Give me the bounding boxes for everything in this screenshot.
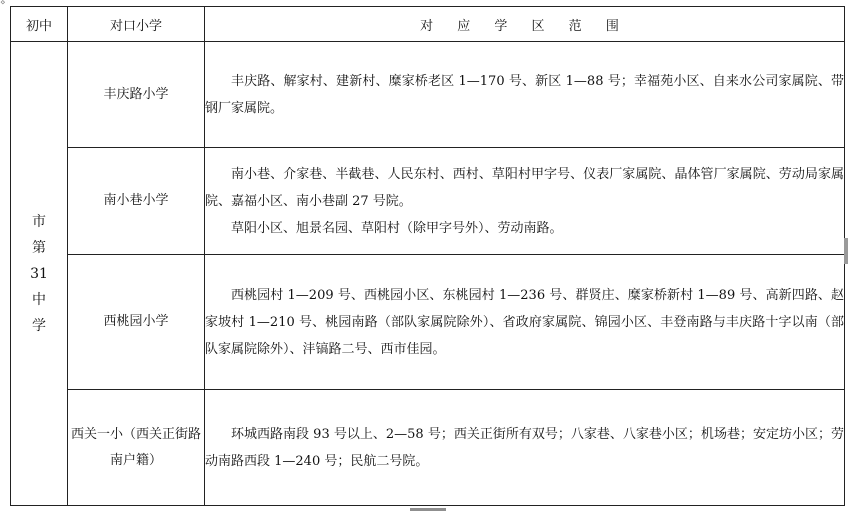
middle-school-char: 学 — [32, 317, 46, 334]
district-range-cell — [205, 42, 845, 148]
header-row — [11, 7, 845, 42]
middle-school-char: 市 — [32, 213, 46, 230]
district-range-cell — [205, 255, 845, 390]
middle-school-cell — [11, 42, 68, 506]
primary-school-name: 西桃园小学 — [68, 255, 205, 390]
table-row — [11, 148, 845, 255]
district-range-text: 丰庆路、解家村、建新村、糜家桥老区 1—170 号、新区 1—88 号；幸福苑小区、自来水公司家属院、带钢厂家属院。 — [205, 73, 844, 116]
district-range-text: 环城西路南段 93 号以上、2—58 号；西关正街所有双号；八家巷、八家巷小区；机场巷；安定坊小区；劳动南路西段 1—240 号；民航二号院。 — [205, 426, 844, 469]
corner-resize-icon: ⋄ — [0, 0, 6, 8]
district-range-text: 西桃园村 1—209 号、西桃园小区、东桃园村 1—236 号、群贤庄、糜家桥新村 1—89 号、高新四路、赵家坡村 1—210 号、桃园南路（部队家属院除外）、省政府家属院、锦园小区、丰登南路与丰庆路十字以南（部队家属院除外）、沣镐路二号、西市佳园。 — [205, 287, 844, 357]
table-row — [11, 390, 845, 506]
primary-school-name: 西关一小（西关正街路南户籍） — [68, 390, 205, 506]
header-district-range: 对 应 学 区 范 围 — [205, 7, 845, 42]
district-range-cell — [205, 148, 845, 255]
district-range-cell — [205, 390, 845, 506]
primary-school-name: 丰庆路小学 — [68, 42, 205, 148]
primary-school-name: 南小巷小学 — [68, 148, 205, 255]
table-row — [11, 42, 845, 148]
district-range-text: 南小巷、介家巷、半截巷、人民东村、西村、草阳村甲字号、仪表厂家属院、晶体管厂家属院、劳动局家属院、嘉福小区、南小巷副 27 号院。 — [205, 166, 844, 209]
middle-school-char: 中 — [32, 291, 46, 308]
header-primary-school: 对口小学 — [68, 7, 205, 42]
table-row — [11, 255, 845, 390]
header-middle-school: 初中 — [11, 7, 68, 42]
scroll-edge-marker — [844, 238, 848, 264]
school-district-table — [10, 6, 845, 506]
district-range-text: 草阳小区、旭景名园、草阳村（除甲字号外）、劳动南路。 — [231, 220, 563, 236]
middle-school-name — [11, 209, 67, 339]
middle-school-char: 第 — [32, 239, 46, 256]
middle-school-char: 31 — [30, 265, 48, 282]
